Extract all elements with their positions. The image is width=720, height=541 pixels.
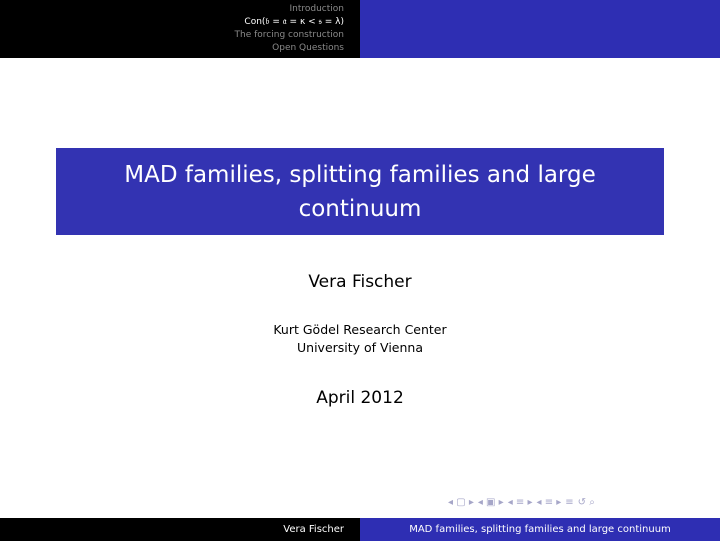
nav-forcing-construction[interactable]: The forcing construction — [234, 30, 344, 40]
footer-title: MAD families, splitting families and large continuum — [360, 518, 720, 541]
align-icon[interactable]: ≡ — [565, 497, 574, 508]
header-bar — [0, 0, 720, 58]
institution-line-1: Kurt Gödel Research Center — [273, 322, 447, 337]
institution-line-2: University of Vienna — [297, 340, 423, 355]
search-icon[interactable]: ↺ ⌕ — [577, 497, 595, 508]
navigation-symbols — [448, 497, 595, 508]
slide-title: MAD families, splitting families and large continuum — [124, 161, 596, 222]
header-accent — [360, 0, 720, 58]
footer-bar — [0, 518, 720, 541]
section-nav-icon[interactable]: ◂ ≡ ▸ — [536, 497, 562, 508]
section-navigation — [0, 0, 360, 58]
slide-nav-icon[interactable]: ◂ ▢ ▸ — [448, 497, 474, 508]
nav-open-questions[interactable]: Open Questions — [272, 43, 344, 53]
nav-introduction[interactable]: Introduction — [289, 4, 344, 14]
author-name: Vera Fischer — [308, 272, 412, 292]
presentation-date: April 2012 — [316, 388, 404, 408]
frame-nav-icon[interactable]: ◂ ▣ ▸ — [477, 497, 504, 508]
nav-consistency[interactable]: Con(𝔟 = 𝔞 = κ < 𝔰 = λ) — [244, 17, 344, 27]
title-block — [56, 148, 664, 235]
subsection-nav-icon[interactable]: ◂ ≡ ▸ — [507, 497, 533, 508]
footer-author: Vera Fischer — [0, 518, 360, 541]
